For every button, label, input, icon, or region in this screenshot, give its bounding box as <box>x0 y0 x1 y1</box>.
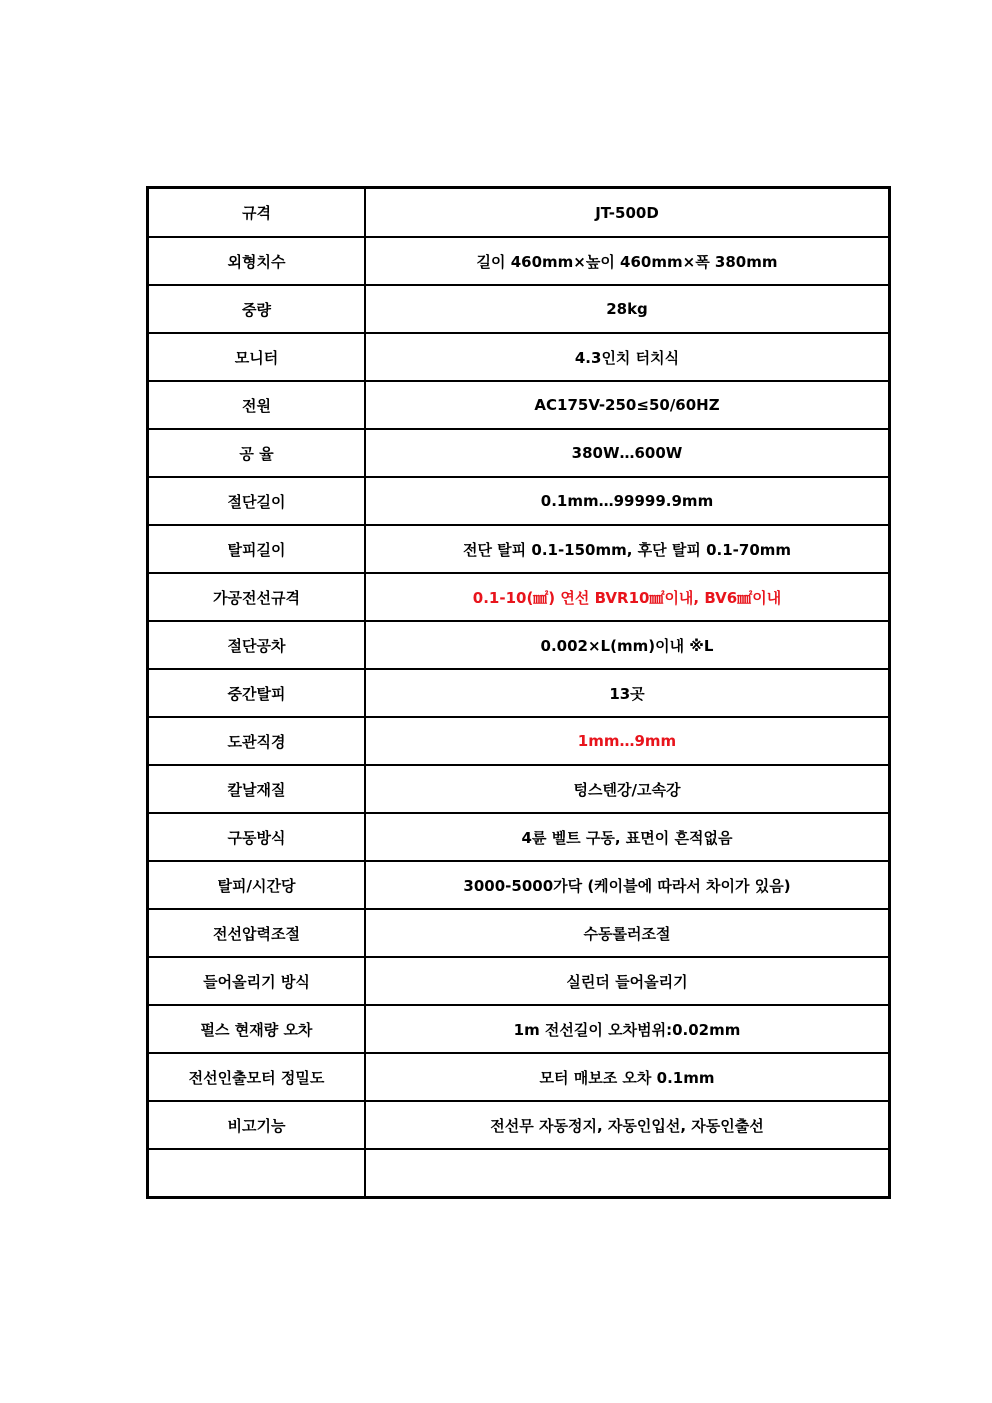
table-row <box>148 573 890 621</box>
row-label: 펄스 현재량 오차 <box>148 1005 366 1053</box>
table-row <box>148 477 890 525</box>
row-value: 수동롤러조절 <box>365 909 890 957</box>
row-value: AC175V-250≤50/60HZ <box>365 381 890 429</box>
row-value: 전단 탈피 0.1-150mm, 후단 탈피 0.1-70mm <box>365 525 890 573</box>
row-value: 실린더 들어올리기 <box>365 957 890 1005</box>
row-value: 길이 460mm×높이 460mm×폭 380mm <box>365 237 890 285</box>
row-value: 380W…600W <box>365 429 890 477</box>
table-row <box>148 669 890 717</box>
row-label: 규격 <box>148 188 366 238</box>
row-label: 도관직경 <box>148 717 366 765</box>
row-value: JT-500D <box>365 188 890 238</box>
row-value: 4륜 벨트 구동, 표면이 흔적없음 <box>365 813 890 861</box>
row-label: 전선인출모터 정밀도 <box>148 1053 366 1101</box>
row-label: 중간탈피 <box>148 669 366 717</box>
row-value: 13곳 <box>365 669 890 717</box>
table-row <box>148 1005 890 1053</box>
row-label: 절단길이 <box>148 477 366 525</box>
table-row <box>148 717 890 765</box>
row-value: 전선무 자동정지, 자동인입선, 자동인출선 <box>365 1101 890 1149</box>
row-label: 전선압력조절 <box>148 909 366 957</box>
table-row <box>148 429 890 477</box>
table-row <box>148 237 890 285</box>
table-row <box>148 621 890 669</box>
row-value: 0.002×L(mm)이내 ※L <box>365 621 890 669</box>
table-row <box>148 957 890 1005</box>
table-row <box>148 285 890 333</box>
table-row <box>148 188 890 238</box>
row-value: 모터 매보조 오차 0.1mm <box>365 1053 890 1101</box>
row-value: 1m 전선길이 오차범위:0.02mm <box>365 1005 890 1053</box>
table-row-empty <box>148 1149 890 1198</box>
row-label: 탈피/시간당 <box>148 861 366 909</box>
row-label: 전원 <box>148 381 366 429</box>
table-row <box>148 525 890 573</box>
row-label: 공 율 <box>148 429 366 477</box>
table-row <box>148 1101 890 1149</box>
row-label: 칼날재질 <box>148 765 366 813</box>
table-row <box>148 1053 890 1101</box>
row-label: 비고기능 <box>148 1101 366 1149</box>
row-label <box>148 1149 366 1198</box>
table-row <box>148 381 890 429</box>
row-value: 0.1mm…99999.9mm <box>365 477 890 525</box>
row-label: 구동방식 <box>148 813 366 861</box>
row-label: 모니터 <box>148 333 366 381</box>
row-value: 28kg <box>365 285 890 333</box>
row-value <box>365 1149 890 1198</box>
row-value-highlight: 0.1-10(㎟) 연선 BVR10㎟이내, BV6㎟이내 <box>365 573 890 621</box>
row-label: 중량 <box>148 285 366 333</box>
table-row <box>148 861 890 909</box>
table-row <box>148 909 890 957</box>
row-label: 가공전선규격 <box>148 573 366 621</box>
row-value: 텅스텐강/고속강 <box>365 765 890 813</box>
row-value: 4.3인치 터치식 <box>365 333 890 381</box>
row-label: 들어올리기 방식 <box>148 957 366 1005</box>
row-value: 3000-5000가닥 (케이블에 따라서 차이가 있음) <box>365 861 890 909</box>
row-value-highlight: 1mm…9mm <box>365 717 890 765</box>
row-label: 탈피길이 <box>148 525 366 573</box>
table-row <box>148 765 890 813</box>
row-label: 외형치수 <box>148 237 366 285</box>
table-row <box>148 333 890 381</box>
table-row <box>148 813 890 861</box>
row-label: 절단공차 <box>148 621 366 669</box>
spec-table <box>146 186 891 1199</box>
